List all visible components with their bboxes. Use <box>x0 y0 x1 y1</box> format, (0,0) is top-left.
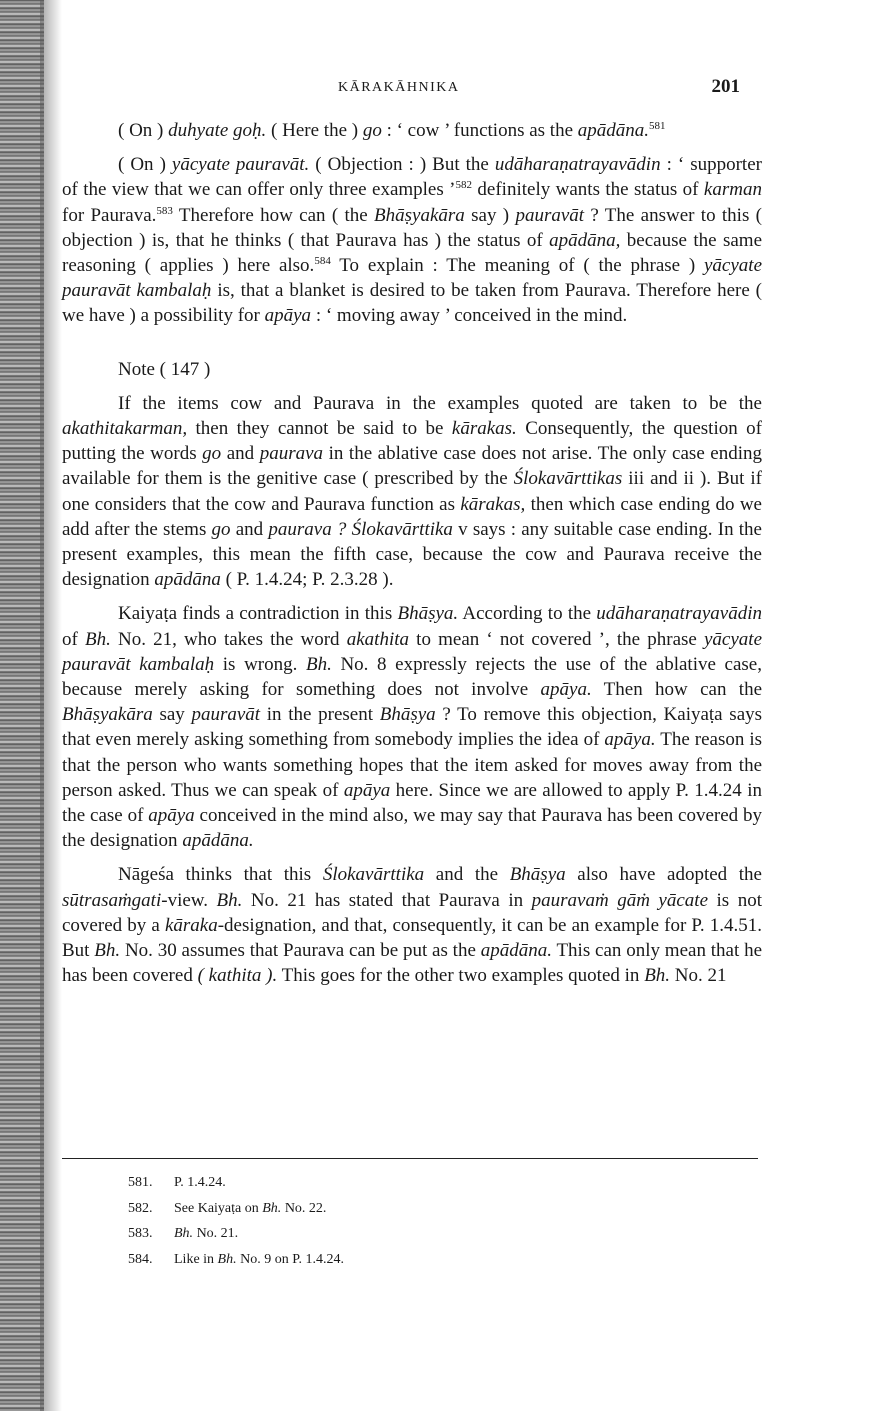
text-run: ( P. 1.4.24; P. 2.3.28 ). <box>220 569 394 591</box>
book-page <box>62 0 768 1411</box>
sanskrit-term: pauravaṁ gāṁ yācate <box>531 889 709 911</box>
text-run: iii and ii ). But if one considers that the cow and Paurava function as <box>62 468 762 515</box>
sanskrit-term: apādāna <box>154 569 221 591</box>
footnote-text: No. 21. <box>193 1226 239 1242</box>
sanskrit-term: Ślokavārttika <box>322 864 425 886</box>
text-run: in the ablative case does not arise. The only case ending available for them is the genitive case ( prescribed by the <box>62 443 763 490</box>
sanskrit-term: ( kathita ). <box>197 965 278 987</box>
text-run: to mean ‘ not covered ’, the phrase <box>409 628 704 650</box>
text-run: say ) <box>464 204 516 226</box>
sanskrit-term: Bh. <box>94 940 121 962</box>
text-run: for Paurava. <box>62 204 157 226</box>
main-text <box>62 118 762 989</box>
sanskrit-term: pauravāt <box>191 704 261 726</box>
text-run: No. 8 expressly rejects the use of the ablative case, because merely asking for something does not involve <box>62 653 762 701</box>
sanskrit-term: akathitakarman, <box>62 418 188 440</box>
text-run: ( On ) <box>118 154 172 176</box>
text-run: and the <box>424 864 510 886</box>
text-run: No. 30 assumes that Paurava can be put as the <box>120 940 481 962</box>
footnote-number: 584. <box>128 1251 153 1267</box>
footnotes <box>128 1170 344 1272</box>
paragraph-note-147 <box>62 391 762 593</box>
sanskrit-term: Ślokavārttika <box>351 518 453 540</box>
text-run: -view. <box>161 889 217 911</box>
sanskrit-term: yācyate pauravāt kambalaḥ <box>62 255 762 302</box>
sanskrit-term: apāya <box>343 779 391 801</box>
sanskrit-term: Bhāṣya <box>379 704 436 726</box>
sanskrit-term: kārakas, <box>460 493 526 515</box>
sanskrit-term: paurava <box>259 443 324 465</box>
sanskrit-term: go <box>211 518 231 540</box>
text-run: According to the <box>458 603 597 625</box>
text-run: then they cannot be said to be <box>187 418 452 440</box>
text-run: -designation, and that, consequently, it can be an example for P. 1.4.51. But <box>62 914 762 962</box>
sanskrit-term: Bh. <box>85 628 111 650</box>
sanskrit-term: apādāna, <box>549 229 621 251</box>
footnote-text: No. 22. <box>281 1200 327 1216</box>
text-run: If the items cow and Paurava in the examples quoted are taken to be the <box>118 392 762 414</box>
text-run: is wrong. <box>214 653 306 675</box>
page-number: 201 <box>711 76 740 97</box>
text-run: ( Here the ) <box>266 120 363 141</box>
sanskrit-term: duhyate goḥ. <box>168 120 267 141</box>
footnote-ref: 581 <box>649 120 666 132</box>
text-run: also have adopted the <box>565 864 762 886</box>
text-run: Kaiyaṭa finds a contradiction in this <box>118 603 398 625</box>
sanskrit-term: udāharaṇatrayavādin <box>494 154 661 176</box>
footnote-ref: 584 <box>314 255 331 268</box>
sanskrit-term: Ślokavārttikas <box>513 468 623 490</box>
running-title: KĀRAKĀHNIKA <box>338 80 460 95</box>
text-run: Then how can the <box>591 679 763 701</box>
footnote-item <box>128 1196 344 1222</box>
text-run: in the present <box>260 704 380 726</box>
text-run: Consequently, the question of putting the words <box>62 418 762 465</box>
sanskrit-term: paurava ? <box>268 518 347 540</box>
text-run: : ‘ moving away ’ conceived in the mind. <box>311 305 628 327</box>
sanskrit-term: udāharaṇatrayavādin <box>596 603 762 625</box>
paragraph-yacyate <box>62 152 762 328</box>
text-run: No. 21 <box>670 965 727 987</box>
footnote-italic: Bh. <box>262 1200 282 1216</box>
sanskrit-term: kāraka <box>164 914 218 936</box>
sanskrit-term: akathita <box>346 628 410 650</box>
paragraph-duhyate <box>62 118 762 143</box>
book-binding-edge <box>0 0 44 1411</box>
text-run: conceived in the mind also, we may say that Paurava has been covered by the designation <box>62 805 762 852</box>
text-run: To explain : The meaning of ( the phrase ) <box>330 255 704 277</box>
sanskrit-term: Bh. <box>644 965 671 987</box>
footnote-italic: Bh. <box>217 1251 237 1267</box>
footnote-item <box>128 1170 344 1196</box>
sanskrit-term: apāya <box>264 305 312 327</box>
sanskrit-term: apādāna. <box>480 940 552 962</box>
text-run: because the same reasoning ( applies ) here also. <box>62 229 762 277</box>
text-run: : ‘ cow ’ functions as the <box>381 120 578 141</box>
text-run: v says : any suitable case ending. In the present examples, this mean the fifth case, because the cow and Paurava receive the designation <box>62 518 762 591</box>
paragraph-nagesa <box>62 862 762 988</box>
text-run: Therefore how can ( the <box>172 204 375 226</box>
sanskrit-term: Bh. <box>305 653 332 675</box>
text-run: ? To remove this objection, Kaiyaṭa says that even merely asking something from somebody implies the idea of <box>62 704 763 751</box>
sanskrit-term: karman <box>703 179 762 201</box>
sanskrit-term: apādāna. <box>182 830 254 852</box>
text-run: say <box>152 704 192 726</box>
sanskrit-term: apāya <box>148 805 195 827</box>
sanskrit-term: yācyate pauravāt kambalaḥ <box>62 628 763 675</box>
sanskrit-term: kārakas. <box>451 418 517 440</box>
sanskrit-term: apāya. <box>540 679 592 701</box>
text-run: definitely wants the status of <box>472 179 704 201</box>
text-run: The reason is that the person who wants something hopes that the item asked for moves away from the person asked. Thus we can speak of <box>62 729 762 801</box>
text-run: This can only mean that he has been covered <box>62 940 763 987</box>
footnote-ref: 582 <box>455 179 472 192</box>
sanskrit-term: apādāna. <box>577 120 650 141</box>
footnote-text: See Kaiyaṭa on <box>174 1200 263 1216</box>
text-run: and <box>221 443 260 465</box>
text-run: is, that a blanket is desired to be taken from Paurava. Therefore here ( we have ) a possibility for <box>62 280 762 327</box>
text-run: is not covered by a <box>62 889 762 936</box>
footnote-number: 583. <box>128 1226 153 1242</box>
binding-shadow <box>40 0 62 1411</box>
footnote-item <box>128 1247 344 1273</box>
running-header <box>62 78 768 100</box>
text-run: : ‘ supporter of the view that we can offer only three examples ’ <box>62 154 762 201</box>
sanskrit-term: Bhāṣya <box>509 864 566 886</box>
sanskrit-term: pauravāt <box>515 204 585 226</box>
footnote-text: Like in <box>174 1251 218 1267</box>
footnote-number: 581. <box>128 1175 153 1190</box>
text-run: then which case ending do we add after the stems <box>62 493 762 540</box>
text-run: Nāgeśa thinks that this <box>118 864 323 886</box>
text-run: ? The answer to this ( objection ) is, that he thinks ( that Paurava has ) the status of <box>62 204 763 251</box>
sanskrit-term: Bhāṣyakāra <box>374 204 465 226</box>
footnote-item <box>128 1221 344 1247</box>
sanskrit-term: sūtrasaṁgati <box>62 889 162 911</box>
text-run: and <box>230 518 269 540</box>
footnote-text: No. 9 on P. 1.4.24. <box>236 1251 344 1267</box>
sanskrit-term: Bh. <box>216 889 243 911</box>
footnote-divider <box>62 1158 758 1159</box>
footnote-number: 582. <box>128 1200 153 1216</box>
sanskrit-term: go <box>362 120 382 141</box>
text-run: ( Objection : ) But the <box>309 154 495 176</box>
text-run: here. Since we are allowed to apply P. 1.4.24 in the case of <box>62 779 762 827</box>
sanskrit-term: apāya. <box>604 729 656 751</box>
paragraph-kaiyata <box>62 601 762 853</box>
note-heading: Note ( 147 ) <box>118 358 211 380</box>
text-run: ( On ) <box>118 120 169 141</box>
text-run: No. 21 has stated that Paurava in <box>242 889 532 911</box>
footnote-italic: Bh. <box>174 1226 194 1242</box>
text-run: No. 21, who takes the word <box>110 628 347 650</box>
text-run: of <box>62 628 85 650</box>
sanskrit-term: Bhāṣya. <box>397 603 459 625</box>
footnote-ref: 583 <box>156 204 173 217</box>
footnote-text: P. 1.4.24. <box>174 1175 226 1190</box>
sanskrit-term: yācyate pauravāt. <box>171 154 310 176</box>
text-run: This goes for the other two examples quoted in <box>277 965 645 987</box>
sanskrit-term: Bhāṣyakāra <box>62 704 153 726</box>
sanskrit-term: go <box>202 443 222 465</box>
